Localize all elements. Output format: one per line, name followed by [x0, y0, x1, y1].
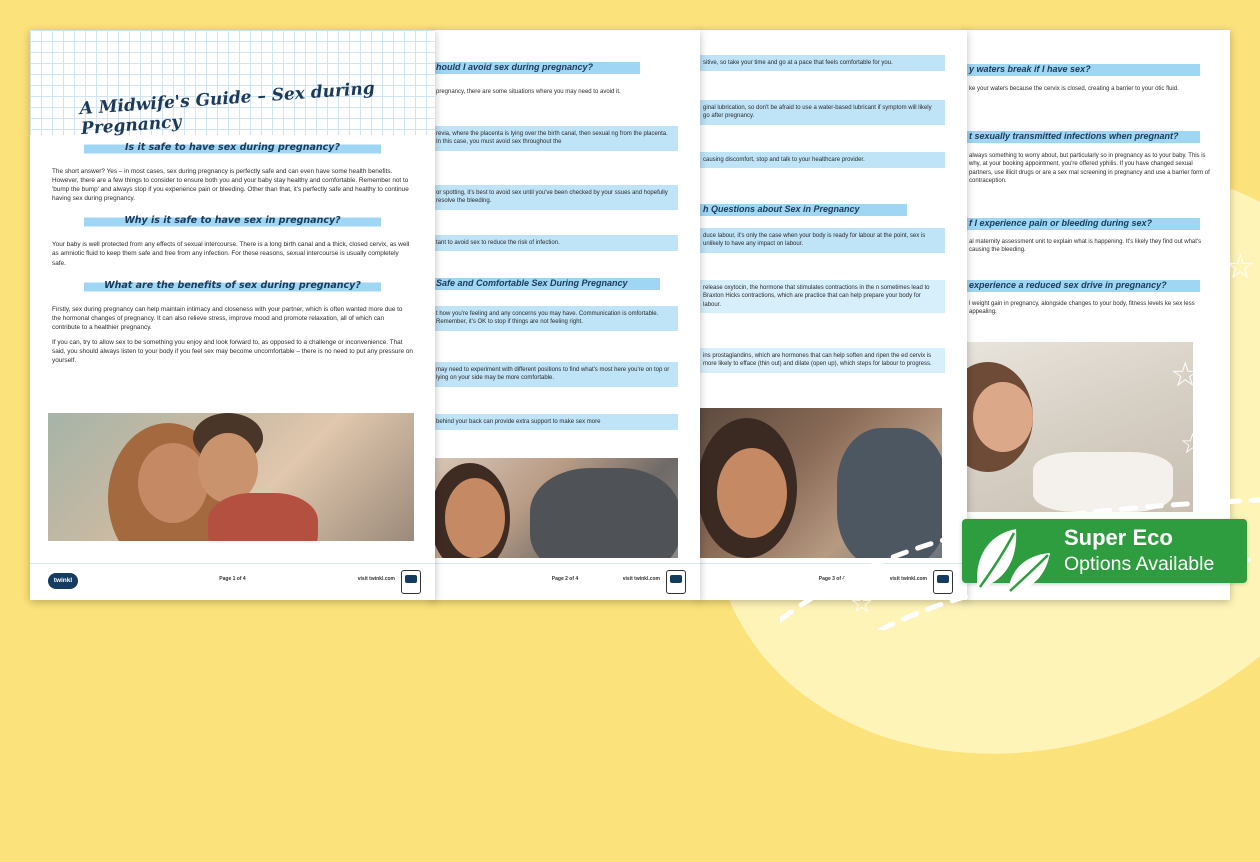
p3-band-4: duce labour, it's only the case when your body is ready for labour at the point, sex is unlikely to have any impact on labour.	[697, 228, 945, 253]
p2-band-1: revia, where the placenta is lying over the birth canal, then sexual ng from the placenta. In this case, you must avoid sex throughout the	[430, 126, 678, 151]
p3-band-5: release oxytocin, the hormone that stimulates contractions in the n sometimes lead to Braxton Hicks contractions, which are practice that can help prepare your body for labour.	[697, 280, 945, 313]
document-page-1	[30, 30, 435, 600]
p2-badge-icon	[666, 570, 686, 594]
p3-band-1: sitive, so take your time and go at a pace that feels comfortable for you.	[697, 55, 945, 71]
p4-heading-2: t sexually transmitted infections when pregnant?	[963, 127, 1200, 146]
p4-paragraph-1: ke your waters because the cervix is closed, creating a barrier to your otic fluid.	[969, 86, 1179, 92]
super-eco-badge	[962, 519, 1247, 583]
section-heading-benefits: What are the benefits of sex during pregnancy?	[84, 278, 381, 293]
p2-heading-2: Safe and Comfortable Sex During Pregnancy	[430, 274, 660, 293]
p2-footer	[430, 563, 700, 600]
p1-visit-link[interactable]: visit twinkl.com	[357, 576, 395, 582]
section-paragraph-benefits-1: Firstly, sex during pregnancy can help maintain intimacy and closeness with your partner, which is often wanted more due to the hormonal changes of pregnancy. It can also relieve stress, improve mood and promote relaxation, all of which can contribute to a healthier pregnancy.	[52, 305, 403, 331]
p2-line-1: pregnancy, there are some situations where you may need to avoid it.	[436, 89, 621, 95]
eco-title: Super Eco	[1064, 525, 1173, 550]
p2-band-5: may need to experiment with different positions to find what's most here you're on top or lying on your side may be more comfortable.	[430, 362, 678, 387]
p3-heading: h Questions about Sex in Pregnancy	[697, 200, 907, 219]
p2-band-2: or spotting, it's best to avoid sex until you've been checked by your ssues and hopefully resolve the bleeding.	[430, 185, 678, 210]
page-title: A Midwife's Guide – Sex during Pregnancy	[78, 78, 376, 140]
photo-man-shirt	[208, 493, 318, 541]
section-paragraph-why: Your baby is well protected from any effects of sexual intercourse. There is a long birth canal and a thick, closed cervix, as well as amniotic fluid to keep them safe and free from any infection. For these reasons, sexual intercourse is usually completely safe.	[52, 241, 410, 267]
p2-photo-sweater	[530, 468, 678, 558]
leaf-icon	[968, 519, 1054, 597]
star-icon: ☆	[1225, 248, 1256, 286]
twinkl-logo: twinkl	[48, 573, 78, 589]
page1-content	[52, 130, 413, 371]
p2-visit-link[interactable]: visit twinkl.com	[622, 576, 660, 582]
star-icon: ☆	[1180, 428, 1206, 459]
eco-subtitle: Options Available	[1064, 553, 1215, 575]
star-icon: ☆	[850, 588, 874, 618]
p4-paragraph-3: al maternity assessment unit to explain what is happening. It's likely they find out what's causing the bleeding.	[969, 239, 1202, 254]
section-heading-why: Why is it safe to have sex in pregnancy?	[84, 213, 381, 228]
document-page-2	[430, 30, 700, 600]
p2-photo	[430, 458, 678, 558]
p2-band-6: behind your back can provide extra support to make sex more	[430, 414, 678, 430]
p2-heading-1: hould I avoid sex during pregnancy?	[430, 58, 640, 77]
p3-band-6: ins prostaglandins, which are hormones that can help soften and ripen the ed cervix is more likely to efface (thin out) and dilate (open up), which steps for labour to progress.	[697, 348, 945, 373]
p2-band-4: t how you're feeling and any concerns you may have. Communication is omfortable. Remember, it's OK to stop if things are not feeling right.	[430, 306, 678, 331]
star-icon: ☆	[1170, 356, 1201, 394]
p2-page-number: Page 2 of 4	[551, 576, 579, 582]
p3-page-number: Page 3 of 4	[818, 576, 846, 582]
section-heading-safe: Is it safe to have sex during pregnancy?	[84, 140, 381, 155]
section-paragraph-benefits-2: If you can, try to allow sex to be something you enjoy and look forward to, as opposed to a challenge or inconvenience. That said, you should always listen to your body if you feel sex may become uncomfortable – there is no need to put any pressure on yourself.	[52, 338, 413, 365]
section-paragraph-safe: The short answer? Yes – in most cases, sex during pregnancy is perfectly safe and can even have some health benefits. However, there are a few things to consider to ensure both you and your baby stay healthy and comfortable. Remember not to 'bump the bump' and always stop if you experience pain or bleeding. Other than that, it's perfectly safe and healthy to continue having sex during pregnancy.	[52, 168, 409, 203]
p4-photo-face	[973, 382, 1033, 452]
p3-visit-link[interactable]: visit twinkl.com	[889, 576, 927, 582]
page1-couple-photo	[48, 413, 414, 541]
p4-paragraph-2: always something to worry about, but particularly so in pregnancy as to your baby. This is why, at your booking appointment, you're offered yphilis. If you have changed sexual partners, use illicit drugs or are a sex rnal screening in pregnancy and use a barrier form of contraception.	[969, 153, 1210, 185]
p3-photo-face	[717, 448, 787, 538]
p3-band-2: ginal lubrication, so don't be afraid to use a water-based lubricant if symptom will likely go after pregnancy.	[697, 100, 945, 125]
p4-heading-4: experience a reduced sex drive in pregnancy?	[963, 276, 1200, 295]
p4-paragraph-4: l weight gain in pregnancy, alongside changes to your body, fitness levels ke sex less appealing.	[969, 301, 1195, 316]
p1-page-number: Page 1 of 4	[219, 576, 246, 582]
p2-photo-face	[445, 478, 505, 558]
title-grid-header	[30, 30, 435, 140]
p1-badge-icon	[401, 570, 421, 594]
photo-woman-face	[138, 443, 208, 523]
p4-heading-1: y waters break if I have sex?	[963, 60, 1200, 79]
p4-heading-3: f I experience pain or bleeding during sex?	[963, 214, 1200, 233]
p3-band-3: causing discomfort, stop and talk to your healthcare provider.	[697, 152, 945, 168]
p1-footer	[30, 563, 435, 600]
p2-band-3: tant to avoid sex to reduce the risk of infection.	[430, 235, 678, 251]
